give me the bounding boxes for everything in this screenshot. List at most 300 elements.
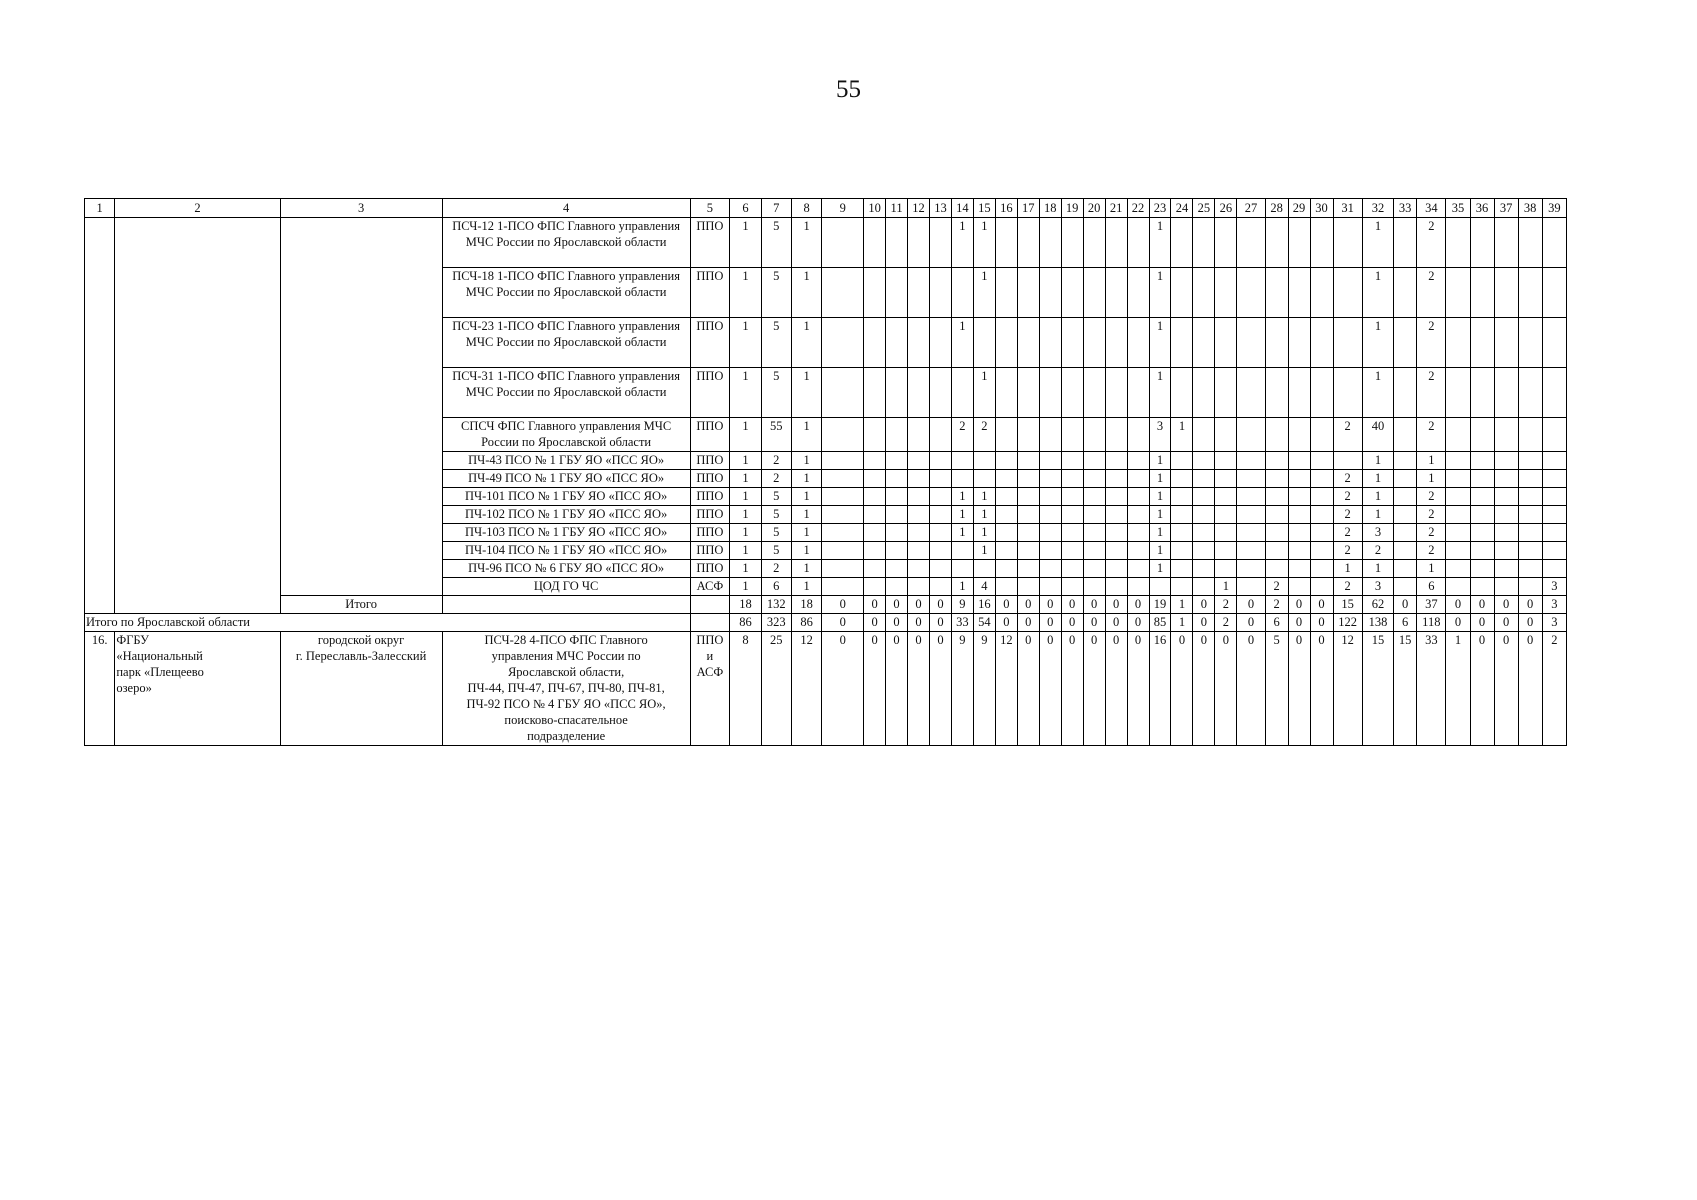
organisation-cell-line: озеро» (116, 681, 152, 695)
value-cell (1039, 452, 1061, 470)
value-cell: 1 (791, 218, 821, 268)
unit-type-cell-line: ППО (696, 633, 724, 647)
value-cell (1061, 524, 1083, 542)
value-cell (1265, 318, 1288, 368)
value-cell (1215, 418, 1237, 452)
column-number-header: 15 (973, 199, 995, 218)
value-cell (864, 542, 886, 560)
value-cell: 0 (1127, 596, 1149, 614)
value-cell: 1 (730, 542, 761, 560)
value-cell: 1 (1333, 560, 1362, 578)
value-cell (1193, 318, 1215, 368)
value-cell (1470, 218, 1494, 268)
value-cell (886, 524, 908, 542)
value-cell (1494, 470, 1518, 488)
value-cell (1083, 218, 1105, 268)
value-cell: 0 (1518, 614, 1542, 632)
value-cell (908, 506, 930, 524)
value-cell (864, 318, 886, 368)
value-cell: 0 (1470, 596, 1494, 614)
value-cell (1171, 560, 1193, 578)
value-cell (929, 542, 951, 560)
value-cell: 1 (951, 218, 973, 268)
value-cell: 0 (1083, 596, 1105, 614)
unit-name-cell-line: ПЧ-44, ПЧ-47, ПЧ-67, ПЧ-80, ПЧ-81, (467, 681, 665, 695)
unit-name-cell-line: Ярославской области, (507, 665, 625, 679)
value-cell (908, 368, 930, 418)
column-number-header: 36 (1470, 199, 1494, 218)
value-cell: 1 (1446, 632, 1470, 746)
value-cell (1061, 368, 1083, 418)
column-number-header: 20 (1083, 199, 1105, 218)
value-cell (1310, 506, 1333, 524)
value-cell (1333, 452, 1362, 470)
value-cell (1470, 452, 1494, 470)
value-cell (1215, 488, 1237, 506)
value-cell: 2 (973, 418, 995, 452)
unit-name-cell: ПСЧ-31 1-ПСО ФПС Главного управления МЧС России по Ярославской области (442, 368, 690, 418)
value-cell (864, 452, 886, 470)
value-cell (1127, 542, 1149, 560)
value-cell: 1 (1362, 560, 1393, 578)
value-cell: 25 (761, 632, 791, 746)
value-cell: 0 (995, 614, 1017, 632)
value-cell: 1 (791, 318, 821, 368)
unit-name-cell-line: управления МЧС России по (491, 649, 641, 663)
value-cell: 1 (1362, 268, 1393, 318)
value-cell: 0 (908, 596, 930, 614)
value-cell (1215, 218, 1237, 268)
value-cell: 0 (908, 614, 930, 632)
unit-type-cell-line: и (706, 649, 714, 663)
subtotal-row (85, 596, 1567, 614)
value-cell (929, 418, 951, 452)
unit-type-cell: ППО (690, 470, 730, 488)
value-cell (1310, 268, 1333, 318)
value-cell (1215, 318, 1237, 368)
value-cell (1310, 524, 1333, 542)
value-cell: 0 (995, 596, 1017, 614)
value-cell (1105, 524, 1127, 542)
value-cell (822, 506, 864, 524)
unit-name-cell: ПЧ-102 ПСО № 1 ГБУ ЯО «ПСС ЯО» (442, 506, 690, 524)
organisation-cell (115, 218, 280, 614)
value-cell: 0 (1017, 596, 1039, 614)
value-cell (1193, 268, 1215, 318)
unit-name-cell: СПСЧ ФПС Главного управления МЧС России по Ярославской области (442, 418, 690, 452)
value-cell: 5 (1265, 632, 1288, 746)
value-cell (1083, 318, 1105, 368)
value-cell (886, 368, 908, 418)
value-cell: 18 (730, 596, 761, 614)
column-number-header: 10 (864, 199, 886, 218)
value-cell (1288, 368, 1310, 418)
value-cell (1105, 470, 1127, 488)
value-cell: 2 (1417, 524, 1446, 542)
value-cell (822, 418, 864, 452)
value-cell (1127, 218, 1149, 268)
value-cell: 118 (1417, 614, 1446, 632)
column-number-header: 37 (1494, 199, 1518, 218)
value-cell (1446, 470, 1470, 488)
organisation-cell-line: ФГБУ (116, 633, 150, 647)
value-cell: 1 (730, 470, 761, 488)
value-cell (1288, 560, 1310, 578)
value-cell (1265, 218, 1288, 268)
value-cell (1446, 506, 1470, 524)
value-cell (1237, 318, 1265, 368)
value-cell (1017, 506, 1039, 524)
value-cell (908, 470, 930, 488)
unit-type-cell: ППО (690, 268, 730, 318)
value-cell (1127, 506, 1149, 524)
value-cell (1171, 506, 1193, 524)
region-total-label: Итого по Ярославской области (85, 614, 691, 632)
value-cell: 0 (1039, 596, 1061, 614)
unit-name-cell: ПЧ-103 ПСО № 1 ГБУ ЯО «ПСС ЯО» (442, 524, 690, 542)
value-cell: 0 (929, 632, 951, 746)
value-cell (1288, 524, 1310, 542)
column-number-header: 28 (1265, 199, 1288, 218)
column-number-header: 35 (1446, 199, 1470, 218)
value-cell (1127, 452, 1149, 470)
column-number-header: 18 (1039, 199, 1061, 218)
value-cell: 1 (1362, 488, 1393, 506)
value-cell (908, 318, 930, 368)
value-cell (995, 218, 1017, 268)
value-cell (1494, 368, 1518, 418)
value-cell: 2 (1417, 506, 1446, 524)
region-total-row (85, 614, 1567, 632)
value-cell (1215, 524, 1237, 542)
value-cell (1446, 318, 1470, 368)
value-cell (1127, 578, 1149, 596)
unit-type-cell: ППО (690, 542, 730, 560)
value-cell (886, 218, 908, 268)
value-cell: 1 (730, 560, 761, 578)
value-cell (1310, 218, 1333, 268)
value-cell: 323 (761, 614, 791, 632)
value-cell: 2 (1417, 268, 1446, 318)
value-cell: 132 (761, 596, 791, 614)
value-cell (1171, 218, 1193, 268)
value-cell: 2 (761, 470, 791, 488)
value-cell (1039, 418, 1061, 452)
value-cell: 1 (1149, 488, 1171, 506)
value-cell: 5 (761, 542, 791, 560)
value-cell (1105, 368, 1127, 418)
value-cell: 1 (730, 524, 761, 542)
value-cell (1288, 578, 1310, 596)
row-number-cell: 16. (85, 632, 115, 746)
column-number-header: 2 (115, 199, 280, 218)
value-cell: 2 (1417, 418, 1446, 452)
value-cell: 2 (1333, 470, 1362, 488)
value-cell (1061, 560, 1083, 578)
value-cell: 54 (973, 614, 995, 632)
value-cell (1171, 452, 1193, 470)
value-cell: 0 (864, 596, 886, 614)
value-cell: 0 (864, 632, 886, 746)
column-number-header: 34 (1417, 199, 1446, 218)
value-cell: 1 (973, 506, 995, 524)
value-cell (1127, 368, 1149, 418)
value-cell (1193, 524, 1215, 542)
value-cell: 0 (929, 614, 951, 632)
value-cell (1017, 524, 1039, 542)
value-cell (908, 578, 930, 596)
value-cell (1310, 368, 1333, 418)
value-cell: 1 (951, 488, 973, 506)
value-cell (864, 506, 886, 524)
value-cell: 1 (791, 268, 821, 318)
value-cell (1518, 368, 1542, 418)
value-cell: 6 (1265, 614, 1288, 632)
value-cell: 0 (1127, 632, 1149, 746)
value-cell (929, 368, 951, 418)
value-cell (822, 470, 864, 488)
value-cell (995, 542, 1017, 560)
value-cell (995, 578, 1017, 596)
value-cell (1105, 268, 1127, 318)
value-cell (951, 560, 973, 578)
value-cell: 2 (1265, 578, 1288, 596)
value-cell (995, 418, 1017, 452)
value-cell: 1 (730, 506, 761, 524)
column-number-header: 5 (690, 199, 730, 218)
unit-type-cell: ППО (690, 506, 730, 524)
value-cell: 12 (791, 632, 821, 746)
value-cell (1039, 218, 1061, 268)
value-cell (1017, 268, 1039, 318)
value-cell (1542, 418, 1566, 452)
value-cell: 0 (1518, 632, 1542, 746)
value-cell: 1 (951, 578, 973, 596)
value-cell (1127, 560, 1149, 578)
value-cell: 2 (1215, 596, 1237, 614)
value-cell (1017, 318, 1039, 368)
district-cell-line: городской округ (317, 633, 405, 647)
value-cell (1215, 470, 1237, 488)
value-cell (1394, 560, 1417, 578)
value-cell: 1 (791, 368, 821, 418)
value-cell: 0 (1494, 596, 1518, 614)
column-number-header: 26 (1215, 199, 1237, 218)
unit-name-cell-line: ПЧ-92 ПСО № 4 ГБУ ЯО «ПСС ЯО», (466, 697, 666, 711)
value-cell: 6 (1394, 614, 1417, 632)
value-cell (1193, 542, 1215, 560)
value-cell: 0 (1017, 632, 1039, 746)
value-cell (1127, 268, 1149, 318)
value-cell (1394, 542, 1417, 560)
value-cell (1061, 452, 1083, 470)
value-cell (951, 268, 973, 318)
value-cell: 0 (1193, 632, 1215, 746)
value-cell: 0 (1470, 614, 1494, 632)
value-cell: 1 (1417, 470, 1446, 488)
value-cell (1105, 218, 1127, 268)
unit-name-cell: ПЧ-104 ПСО № 1 ГБУ ЯО «ПСС ЯО» (442, 542, 690, 560)
value-cell: 33 (1417, 632, 1446, 746)
value-cell (1061, 318, 1083, 368)
value-cell: 86 (730, 614, 761, 632)
value-cell (1237, 218, 1265, 268)
value-cell: 2 (761, 452, 791, 470)
value-cell (1265, 560, 1288, 578)
value-cell: 5 (761, 488, 791, 506)
value-cell (1470, 318, 1494, 368)
value-cell (1083, 524, 1105, 542)
column-number-header: 23 (1149, 199, 1171, 218)
value-cell (908, 268, 930, 318)
value-cell (1061, 470, 1083, 488)
value-cell (1039, 506, 1061, 524)
column-number-header: 32 (1362, 199, 1393, 218)
value-cell: 0 (1494, 632, 1518, 746)
value-cell: 1 (973, 542, 995, 560)
value-cell: 1 (791, 470, 821, 488)
value-cell: 1 (1215, 578, 1237, 596)
value-cell (908, 488, 930, 506)
value-cell: 0 (822, 614, 864, 632)
value-cell (1470, 418, 1494, 452)
value-cell (1494, 418, 1518, 452)
value-cell (995, 470, 1017, 488)
value-cell (1083, 368, 1105, 418)
value-cell: 1 (730, 218, 761, 268)
value-cell (1288, 470, 1310, 488)
value-cell (1237, 368, 1265, 418)
value-cell (1193, 418, 1215, 452)
value-cell (864, 578, 886, 596)
value-cell (908, 452, 930, 470)
value-cell: 0 (1518, 596, 1542, 614)
value-cell (1542, 470, 1566, 488)
value-cell: 9 (951, 596, 973, 614)
value-cell: 3 (1542, 596, 1566, 614)
value-cell (1193, 488, 1215, 506)
value-cell (1127, 418, 1149, 452)
value-cell: 0 (1193, 596, 1215, 614)
value-cell: 1 (1149, 218, 1171, 268)
value-cell: 3 (1362, 524, 1393, 542)
column-number-header: 38 (1518, 199, 1542, 218)
value-cell: 5 (761, 368, 791, 418)
value-cell: 1 (1362, 470, 1393, 488)
value-cell (1237, 268, 1265, 318)
value-cell (1446, 218, 1470, 268)
value-cell (864, 470, 886, 488)
value-cell (973, 452, 995, 470)
value-cell (1193, 368, 1215, 418)
value-cell: 0 (1171, 632, 1193, 746)
value-cell (1333, 318, 1362, 368)
value-cell: 1 (1149, 318, 1171, 368)
value-cell (1518, 488, 1542, 506)
value-cell (1265, 506, 1288, 524)
value-cell (908, 560, 930, 578)
value-cell (929, 318, 951, 368)
value-cell (973, 318, 995, 368)
value-cell (929, 578, 951, 596)
value-cell (1171, 268, 1193, 318)
value-cell (1288, 488, 1310, 506)
value-cell (995, 368, 1017, 418)
column-number-header: 7 (761, 199, 791, 218)
value-cell (1237, 470, 1265, 488)
value-cell (1518, 452, 1542, 470)
value-cell: 2 (1417, 542, 1446, 560)
unit-name-cell: ПЧ-49 ПСО № 1 ГБУ ЯО «ПСС ЯО» (442, 470, 690, 488)
unit-type-cell: ППО (690, 218, 730, 268)
value-cell (1193, 218, 1215, 268)
value-cell (973, 470, 995, 488)
value-cell (1333, 218, 1362, 268)
value-cell (1288, 418, 1310, 452)
value-cell (1394, 524, 1417, 542)
value-cell: 1 (730, 268, 761, 318)
value-cell (864, 524, 886, 542)
value-cell: 40 (1362, 418, 1393, 452)
value-cell (929, 488, 951, 506)
value-cell (1149, 578, 1171, 596)
unit-name-cell (442, 632, 690, 746)
value-cell (929, 268, 951, 318)
value-cell: 37 (1417, 596, 1446, 614)
unit-name-cell-line: подразделение (527, 729, 606, 743)
district-cell-line: г. Переславль-Залесский (295, 649, 427, 663)
value-cell: 1 (1171, 418, 1193, 452)
value-cell (1237, 506, 1265, 524)
value-cell: 0 (1105, 632, 1127, 746)
value-cell: 1 (791, 418, 821, 452)
value-cell (951, 368, 973, 418)
column-number-header: 29 (1288, 199, 1310, 218)
value-cell (1288, 452, 1310, 470)
value-cell: 2 (1333, 506, 1362, 524)
value-cell: 1 (951, 524, 973, 542)
value-cell: 2 (1417, 368, 1446, 418)
value-cell (1039, 560, 1061, 578)
value-cell (1265, 368, 1288, 418)
value-cell (1542, 506, 1566, 524)
column-number-header: 27 (1237, 199, 1265, 218)
value-cell: 62 (1362, 596, 1393, 614)
value-cell (886, 506, 908, 524)
value-cell (1518, 542, 1542, 560)
column-number-header: 13 (929, 199, 951, 218)
value-cell: 2 (1417, 218, 1446, 268)
value-cell: 1 (730, 418, 761, 452)
value-cell (1017, 218, 1039, 268)
value-cell (1017, 578, 1039, 596)
value-cell: 0 (1288, 632, 1310, 746)
value-cell (886, 418, 908, 452)
value-cell: 2 (1333, 524, 1362, 542)
value-cell: 0 (886, 632, 908, 746)
value-cell (1470, 578, 1494, 596)
value-cell (1494, 560, 1518, 578)
value-cell: 1 (791, 524, 821, 542)
value-cell (995, 452, 1017, 470)
value-cell: 0 (1237, 596, 1265, 614)
unit-name-cell: ПЧ-96 ПСО № 6 ГБУ ЯО «ПСС ЯО» (442, 560, 690, 578)
value-cell (1310, 542, 1333, 560)
value-cell (1518, 318, 1542, 368)
value-cell (929, 506, 951, 524)
value-cell: 0 (1288, 614, 1310, 632)
value-cell (908, 542, 930, 560)
